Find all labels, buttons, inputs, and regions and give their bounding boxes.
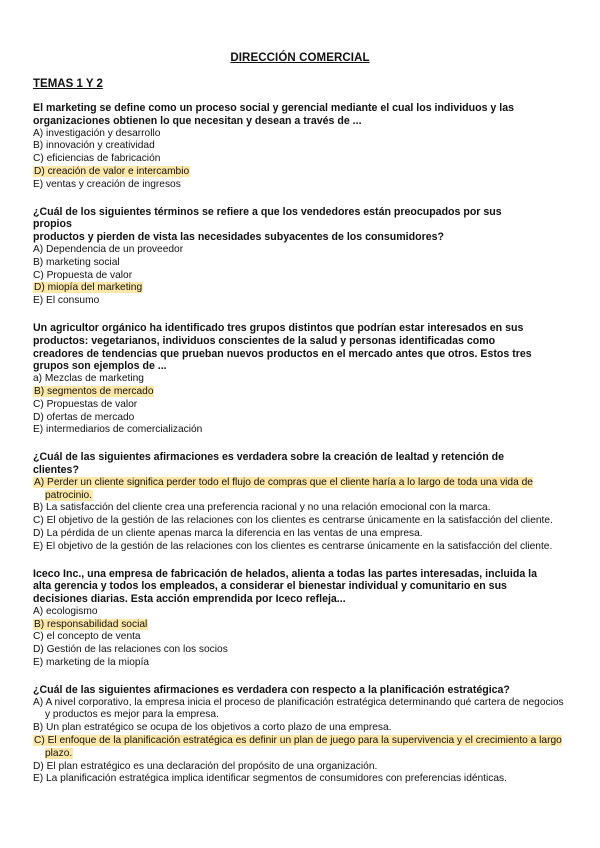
- answer-option: [33, 128, 568, 141]
- answer-option-text: E) La planificación estratégica implica identificar segmentos de consumidores con preferencias idénticas.: [33, 773, 507, 785]
- answer-option: [33, 773, 568, 786]
- answer-option-text: A) Perder un cliente significa perder todo el flujo de compras que el cliente haría a lo largo de toda una vida de patrocinio.: [34, 476, 533, 501]
- question-text: [33, 684, 568, 697]
- question-text-line: organizaciones obtienen lo que necesitan y desean a través de ...: [33, 114, 362, 127]
- question-list: [33, 102, 568, 800]
- answer-option: [33, 373, 568, 386]
- answer-option: [33, 244, 568, 257]
- question-text-line: alta gerencia y todos los empleados, a considerar el bienestar individual y comunitario en sus: [33, 580, 507, 593]
- question-text-line: propios: [33, 218, 72, 231]
- answer-option: [33, 606, 568, 619]
- question-text: [33, 206, 568, 244]
- answer-option-text: E) intermediarios de comercialización: [33, 424, 203, 436]
- answer-option: [33, 412, 568, 425]
- answer-option: [33, 515, 568, 528]
- answer-option-text: E) marketing de la miopía: [33, 657, 150, 669]
- question-text: [33, 568, 568, 606]
- answer-option-text: C) Propuestas de valor: [33, 398, 138, 410]
- answer-option: [33, 502, 568, 515]
- question-block: [33, 684, 568, 786]
- question-text-line: ¿Cuál de las siguientes afirmaciones es verdadera sobre la creación de lealtad y retención de: [33, 451, 505, 464]
- answer-option-text: E) El consumo: [33, 295, 100, 307]
- question-text-line: El marketing se define como un proceso social y gerencial mediante el cual los individuos y las: [33, 102, 514, 114]
- answer-option-text: E) El objetivo de la gestión de las relaciones con los clientes es centrarse únicamente en la satisfacción del cliente.: [33, 540, 553, 552]
- answer-option-text: C) El enfoque de la planificación estratégica es definir un plan de juego para la supervivencia y el crecimiento a largo plazo.: [34, 735, 562, 759]
- answer-option-text: A) Dependencia de un proveedor: [33, 243, 184, 255]
- question-text-line: Un agricultor orgánico ha identificado tres grupos distintos que podrían estar interesados en sus: [33, 321, 524, 334]
- question-text-line: productos: vegetarianos, individuos conscientes de la salud y personas identificadas como: [33, 334, 496, 347]
- answer-option-highlighted: [33, 282, 568, 295]
- answer-option: [33, 528, 568, 541]
- answer-option-text: D) La pérdida de un cliente apenas marca la diferencia en las ventas de una empresa.: [33, 527, 423, 539]
- question-text-line: productos y pierden de vista las necesidades subyacentes de los consumidores?: [33, 231, 444, 244]
- answer-option-text: D) creación de valor e intercambio: [34, 165, 190, 177]
- answer-option-text: B) responsabilidad social: [34, 618, 148, 630]
- answer-option-text: C) el concepto de venta: [33, 631, 141, 643]
- answer-option: [33, 722, 568, 735]
- answer-option: [33, 424, 568, 437]
- answer-option: [33, 761, 568, 774]
- answer-option: [33, 631, 568, 644]
- question-text-line: clientes?: [33, 463, 79, 476]
- answer-option: [33, 257, 568, 270]
- answer-option-highlighted: [33, 386, 568, 399]
- answer-option: [33, 644, 568, 657]
- answer-option-highlighted: [33, 735, 568, 761]
- answer-option-text: C) El objetivo de la gestión de las relaciones con los clientes es centrarse únicamente en la satisfacción del cliente.: [33, 515, 553, 527]
- answer-option: [33, 541, 568, 554]
- answer-option-text: D) ofertas de mercado: [33, 411, 135, 423]
- question-text: [33, 451, 568, 477]
- answer-option-text: a) Mezclas de marketing: [33, 373, 144, 385]
- answer-option-text: B) innovación y creatividad: [33, 140, 155, 152]
- answer-option: [33, 153, 568, 166]
- question-block: [33, 102, 568, 192]
- answer-option-highlighted: [33, 477, 568, 503]
- question-text-line: grupos son ejemplos de ...: [33, 360, 167, 373]
- answer-option-text: E) ventas y creación de ingresos: [33, 178, 181, 190]
- answer-option-text: A) A nivel corporativo, la empresa inicia el proceso de planificación estratégica determinando qué cartera de negocios y productos es mejor para la empresa.: [33, 696, 564, 721]
- question-text-line: decisiones diarias. Esta acción emprendida por Iceco refleja...: [33, 593, 346, 606]
- answer-option-text: C) Propuesta de valor: [33, 269, 133, 281]
- answer-option-text: B) segmentos de mercado: [34, 385, 154, 397]
- answer-option-text: B) La satisfacción del cliente crea una preferencia racional y no una relación emocional con la marca.: [33, 502, 491, 514]
- answer-option-text: A) ecologismo: [33, 605, 98, 617]
- answer-option: [33, 140, 568, 153]
- answer-option-text: A) investigación y desarrollo: [33, 127, 161, 139]
- answer-option-text: B) marketing social: [33, 256, 120, 268]
- question-text-line: creadores de tendencias que prueban nuevos productos en el mercado antes que otros. Estos tres: [33, 347, 532, 360]
- answer-option: [33, 697, 568, 723]
- question-text: [33, 102, 568, 128]
- answer-option-text: D) El plan estratégico es una declaración del propósito de una organización.: [33, 760, 378, 772]
- question-block: [33, 568, 568, 670]
- answer-option: [33, 399, 568, 412]
- question-block: [33, 206, 568, 308]
- answer-option: [33, 295, 568, 308]
- answer-option-text: D) Gestión de las relaciones con los socios: [33, 644, 228, 656]
- answer-option-text: B) Un plan estratégico se ocupa de los objetivos a corto plazo de una empresa.: [33, 722, 392, 734]
- answer-option: [33, 657, 568, 670]
- question-text-line: ¿Cuál de los siguientes términos se refiere a que los vendedores están preocupados por sus: [33, 205, 502, 218]
- question-block: [33, 322, 568, 437]
- question-text-line: Iceco Inc., una empresa de fabricación de helados, alienta a todas las partes interesadas, incluida la: [33, 567, 537, 580]
- answer-option-text: C) eficiencias de fabricación: [33, 153, 161, 165]
- section-title: TEMAS 1 Y 2: [33, 78, 103, 90]
- answer-option-highlighted: [33, 619, 568, 632]
- answer-option: [33, 270, 568, 283]
- question-block: [33, 451, 568, 553]
- document-title: DIRECCIÓN COMERCIAL: [230, 52, 370, 64]
- answer-option-text: D) miopía del marketing: [34, 282, 143, 294]
- question-text-line: ¿Cuál de las siguientes afirmaciones es verdadera con respecto a la planificación estratégica?: [33, 683, 510, 696]
- question-text: [33, 322, 568, 373]
- answer-option-highlighted: [33, 166, 568, 179]
- answer-option: [33, 179, 568, 192]
